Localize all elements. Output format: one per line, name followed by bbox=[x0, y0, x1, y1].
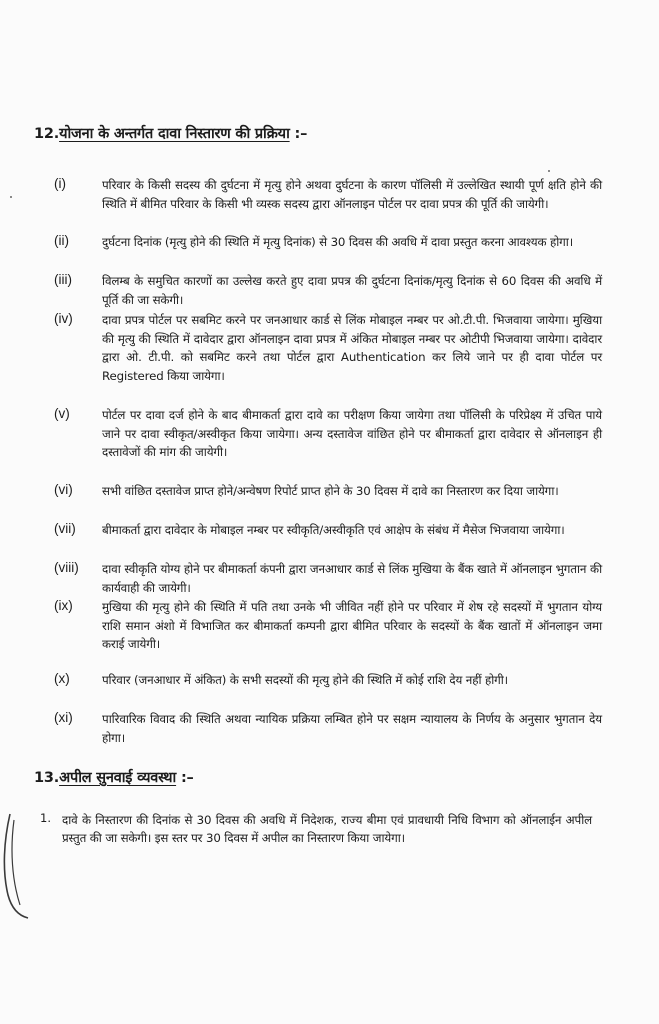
item-text: दुर्घटना दिनांक (मृत्यु होने की स्थिति में मृत्यु दिनांक) से 30 दिवस की अवधि में दावा प्रस्तुत करना आवश्यक होगा। bbox=[102, 235, 574, 249]
item-label: (vi) bbox=[54, 482, 73, 497]
section-12-title: योजना के अन्तर्गत दावा निस्तारण की प्रक्रिया bbox=[59, 126, 290, 142]
section-13-heading bbox=[34, 767, 194, 787]
item-text: दावे के निस्तारण की दिनांक से 30 दिवस की अवधि में निदेशक, राज्य बीमा एवं प्रावधायी निधि विभाग को ऑनलाईन अपील प्रस्तुत की जा सकेगी। इस स्तर पर 30 दिवस में अपील का निस्तारण किया जायेगा। bbox=[62, 813, 592, 845]
item-label: (x) bbox=[54, 671, 70, 686]
section-13-number: 13. bbox=[34, 770, 60, 786]
item-text: दावा स्वीकृति योग्य होने पर बीमाकर्ता कंपनी द्वारा जनआधार कार्ड से लिंक मुखिया के बैंक खाते में ऑनलाइन भुगतान की कार्यवाही की जायेगी। bbox=[102, 562, 602, 595]
item-text: पोर्टल पर दावा दर्ज होने के बाद बीमाकर्ता द्वारा दावे का परीक्षण किया जायेगा तथा पॉलिसी के परिप्रेक्ष्य में उचित पाये जाने पर दावा स्वीकृत/अस्वीकृत किया जायेगा। अन्य दस्तावेज वांछित होने पर बीमाकर्ता द्वारा दावेदार से ऑनलाइन ही दस्तावेजों की मांग की जायेगी। bbox=[102, 408, 602, 460]
item-label: (xi) bbox=[54, 710, 73, 725]
item-text: विलम्ब के समुचित कारणों का उल्लेख करते हुए दावा प्रपत्र की दुर्घटना दिनांक/मृत्यु दिनांक से 60 दिवस की अवधि में पूर्ति की जा सकेगी। bbox=[102, 274, 602, 307]
item-text: परिवार के किसी सदस्य की दुर्घटना में मृत्यु होने अथवा दुर्घटना के कारण पॉलिसी में उल्लेखित स्थायी पूर्ण क्षति होने की स्थिति में बीमित परिवार के किसी भी व्यस्क सदस्य द्वारा ऑनलाइन पोर्टल पर दावा प्रपत्र की पूर्ति की जायेगी। bbox=[102, 178, 602, 211]
item-label: (i) bbox=[54, 176, 66, 191]
item-text: पारिवारिक विवाद की स्थिति अथवा न्यायिक प्रक्रिया लम्बित होने पर सक्षम न्यायालय के निर्णय के अनुसार भुगतान देय होगा। bbox=[102, 712, 602, 745]
item-label: (iii) bbox=[54, 272, 72, 287]
item-label: (iv) bbox=[54, 311, 73, 326]
pen-mark-icon bbox=[0, 810, 40, 920]
item-label: (viii) bbox=[54, 560, 79, 575]
item-text: दावा प्रपत्र पोर्टल पर सबमिट करने पर जनआधार कार्ड से लिंक मोबाइल नम्बर पर ओ.टी.पी. भिजवाया जायेगा। मुखिया की मृत्यु की स्थिति में दावेदार द्वारा ऑनलाइन दावा प्रपत्र में अंकित मोबाइल नम्बर पर ओटीपी भिजवाया जायेगा। दावेदार द्वारा ओ. टी.पी. को सबमिट करने तथा पोर्टल द्वारा Authentication कर लिये जाने पर ही दावा पोर्टल पर Registered किया जायेगा। bbox=[102, 313, 602, 383]
item-text: परिवार (जनआधार में अंकित) के सभी सदस्यों की मृत्यु होने की स्थिति में कोई राशि देय नहीं होगी। bbox=[102, 673, 509, 687]
section-12-suffix: :– bbox=[294, 126, 308, 142]
section-12-heading bbox=[34, 123, 307, 143]
section-13-title: अपील सुनवाई व्यवस्था bbox=[59, 770, 177, 786]
item-label: (ix) bbox=[54, 598, 73, 613]
item-text: सभी वांछित दस्तावेज प्राप्त होने/अन्वेषण रिपोर्ट प्राप्त होने के 30 दिवस में दावे का निस्तारण कर दिया जायेगा। bbox=[102, 484, 559, 498]
item-label: (vii) bbox=[54, 521, 76, 536]
speck bbox=[10, 196, 12, 198]
section-13-suffix: :– bbox=[180, 770, 194, 786]
item-label: (ii) bbox=[54, 233, 69, 248]
item-label: (v) bbox=[54, 406, 70, 421]
speck bbox=[548, 170, 550, 172]
section-12-number: 12. bbox=[34, 126, 60, 142]
item-label: 1. bbox=[40, 811, 51, 825]
item-text: मुखिया की मृत्यु होने की स्थिति में पति तथा उनके भी जीवित नहीं होने पर परिवार में शेष रहे सदस्यों में भुगतान योग्य राशि समान अंशो में विभाजित कर बीमाकर्ता कम्पनी द्वारा बीमित परिवार के सदस्यों के बैंक खातों में ऑनलाइन जमा कराई जायेगी। bbox=[102, 600, 602, 652]
item-text: बीमाकर्ता द्वारा दावेदार के मोबाइल नम्बर पर स्वीकृति/अस्वीकृति एवं आक्षेप के संबंध में मैसेज भिजवाया जायेगा। bbox=[102, 523, 565, 537]
